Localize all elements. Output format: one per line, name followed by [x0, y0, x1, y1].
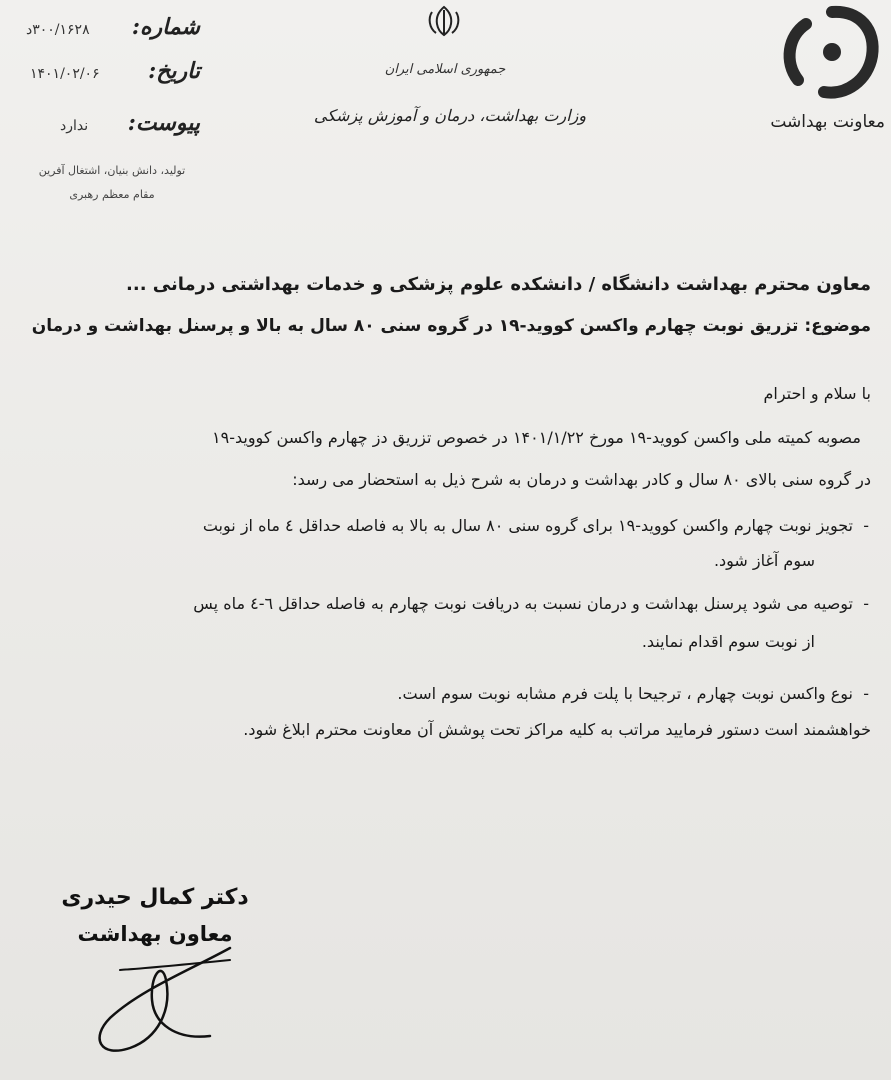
bullet-2-dash: - — [863, 594, 869, 613]
bullet-2-line-2: از نوبت سوم اقدام نمایند. — [641, 632, 815, 651]
paragraph-1-line-2: در گروه سنی بالای ۸۰ سال و کادر بهداشت و درمان به شرح ذیل به استحضار می رسد: — [292, 470, 871, 489]
bullet-3-line: نوع واکسن نوبت چهارم ، ترجیحا با پلت فرم مشابه نوبت سوم است. — [397, 684, 853, 703]
paragraph-1-line-1: مصوبه کمیته ملی واکسن کووید-۱۹ مورخ ۱۴۰۱/۱/۲۲ در خصوص تزریق دز چهارم واکسن کووید-۱۹ — [212, 428, 861, 447]
bullet-2-line-1: توصیه می شود پرسنل بهداشت و درمان نسبت به دریافت نوبت چهارم به فاصله حداقل ٦-٤ ماه پس — [193, 594, 853, 613]
letter-date-label: تاریخ: — [148, 58, 200, 84]
letter-attachment-row — [20, 110, 200, 150]
letter-number-row — [20, 14, 200, 54]
letter-number-label: شماره: — [131, 14, 200, 40]
bullet-1-line-2: سوم آغاز شود. — [713, 551, 815, 570]
letter-attachment-label: پیوست: — [127, 110, 200, 136]
ministry-title: وزارت بهداشت، درمان و آموزش پزشکی — [313, 106, 587, 125]
bullet-1-line-1: تجویز نوبت چهارم واکسن کووید-۱۹ برای گروه سنی ۸۰ سال به بالا به فاصله حداقل ٤ ماه از نوبت — [202, 516, 853, 535]
letter-number-value: ۳۰۰/۱۶۲۸د — [26, 22, 90, 38]
closing-line: خواهشمند است دستور فرمایید مراتب به کلیه مراکز تحت پوشش آن معاونت محترم ابلاغ شود. — [243, 720, 871, 739]
health-deputy-logo-icon — [772, 4, 882, 104]
iran-emblem-icon — [424, 4, 464, 38]
health-deputy-logo-text: معاونت بهداشت — [770, 112, 885, 132]
bullet-1-dash: - — [863, 516, 869, 535]
slogan-line-1: تولید، دانش بنیان، اشتغال آفرین — [38, 164, 186, 177]
handwritten-signature — [80, 940, 260, 1060]
signatory-name: دکتر کمال حیدری — [61, 885, 249, 910]
bullet-3-dash: - — [863, 684, 869, 703]
greeting: با سلام و احترام — [763, 384, 871, 403]
subject-line: موضوع: تزریق نوبت چهارم واکسن کووید-۱۹ در گروه سنی ۸۰ سال به بالا و پرسنل بهداشت و درمان — [31, 316, 871, 336]
slogan-line-2: مقام معظم رهبری — [69, 188, 155, 201]
recipient-line: معاون محترم بهداشت دانشگاه / دانشکده علوم پزشکی و خدمات بهداشتی درمانی ... — [126, 274, 871, 295]
letter-attachment-value: ندارد — [60, 118, 89, 134]
letter-date-row — [20, 58, 200, 98]
letter-date-value: ۱۴۰۱/۰۲/۰۶ — [30, 66, 100, 82]
republic-title: جمهوری اسلامی ایران — [384, 62, 506, 77]
signatory-title: معاون بهداشت — [77, 922, 233, 946]
